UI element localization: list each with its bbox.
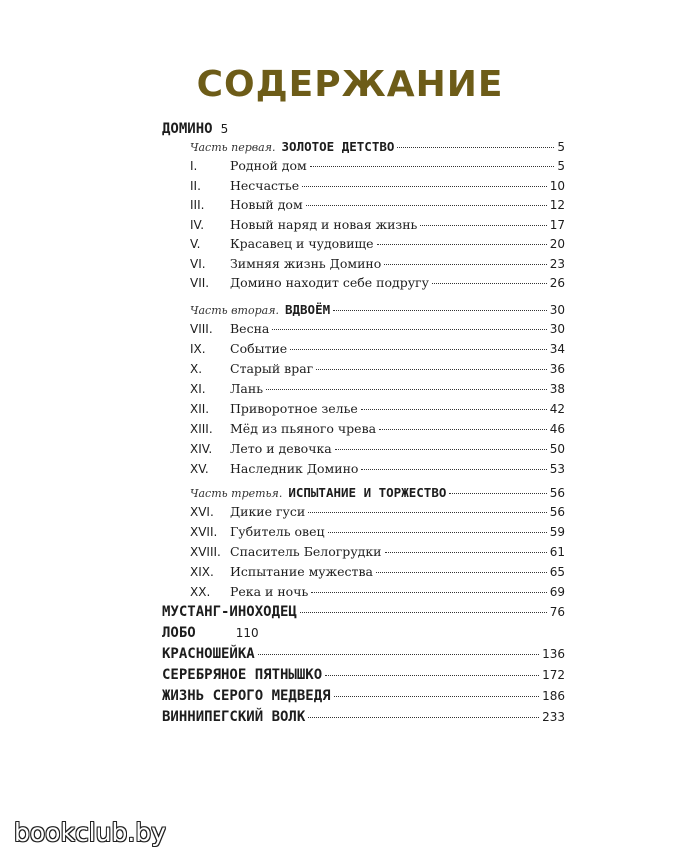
- dot-leader: [335, 449, 547, 450]
- toc-chapter-row[interactable]: [190, 341, 565, 357]
- chapter-page: 56: [549, 505, 565, 519]
- chapter-title: Приворотное зелье: [230, 401, 358, 416]
- story-title: ЖИЗНЬ СЕРОГО МЕДВЕДЯ: [162, 688, 331, 704]
- toc-chapter-row[interactable]: [190, 236, 565, 252]
- dot-leader: [272, 329, 546, 330]
- story-page: 233: [542, 710, 565, 724]
- chapter-page: 61: [549, 545, 565, 559]
- toc-chapter-row[interactable]: [190, 401, 565, 417]
- part-label: Часть первая.: [190, 141, 276, 154]
- chapter-number: XIII.: [190, 422, 213, 436]
- toc-chapter-row[interactable]: [190, 461, 565, 477]
- toc-part-3[interactable]: [190, 485, 565, 502]
- chapter-number: VII.: [190, 276, 210, 290]
- toc-story-row[interactable]: [162, 646, 565, 662]
- chapter-number: X.: [190, 362, 203, 376]
- dot-leader: [308, 512, 546, 513]
- chapter-page: 46: [549, 422, 565, 436]
- story-page: 5: [220, 122, 229, 136]
- story-title: СЕРЕБРЯНОЕ ПЯТНЫШКО: [162, 667, 323, 683]
- toc-chapter-row[interactable]: [190, 544, 565, 560]
- chapter-title: Весна: [230, 321, 270, 336]
- chapter-title: Дикие гуси: [230, 504, 306, 519]
- dot-leader: [432, 283, 547, 284]
- dot-leader: [385, 552, 547, 553]
- toc-story-domino[interactable]: [162, 121, 228, 137]
- story-page: 172: [542, 668, 565, 682]
- dot-leader: [311, 592, 546, 593]
- toc-chapter-row[interactable]: [190, 158, 565, 174]
- watermark-logo: bookclub.by: [14, 818, 166, 847]
- chapter-page: 59: [549, 525, 565, 539]
- toc-story-row[interactable]: [162, 709, 565, 725]
- chapter-page: 36: [549, 362, 565, 376]
- story-title: МУСТАНГ-ИНОХОДЕЦ: [162, 604, 297, 620]
- chapter-page: 10: [549, 178, 565, 193]
- chapter-title: Наследник Домино: [230, 461, 359, 476]
- dot-leader: [334, 696, 540, 697]
- chapter-title: Зимняя жизнь Домино: [230, 255, 382, 271]
- dot-leader: [266, 389, 547, 390]
- dot-leader: [310, 166, 555, 167]
- chapter-number: IV.: [190, 217, 205, 232]
- toc-chapter-row[interactable]: [190, 275, 565, 291]
- toc-chapter-row[interactable]: [190, 564, 565, 580]
- chapter-title: Новый наряд и новая жизнь: [230, 216, 418, 232]
- chapter-number: III.: [190, 198, 205, 212]
- chapter-page: 69: [549, 585, 565, 599]
- part-title: ВДВОЁМ: [284, 302, 331, 317]
- dot-leader: [379, 429, 547, 430]
- chapter-number: XV.: [190, 462, 209, 476]
- chapter-number: XX.: [190, 585, 211, 599]
- chapter-title: Лето и девочка: [230, 441, 332, 456]
- toc-chapter-row[interactable]: [190, 421, 565, 437]
- toc-chapter-row[interactable]: [190, 504, 565, 520]
- chapter-page: 53: [549, 462, 565, 476]
- chapter-page: 12: [549, 198, 565, 212]
- part-page: 5: [557, 140, 565, 154]
- toc-chapter-row[interactable]: [190, 178, 565, 194]
- chapter-number: XVI.: [190, 505, 214, 519]
- part-title: ИСПЫТАНИЕ И ТОРЖЕСТВО: [288, 485, 447, 500]
- chapter-number: XVIII.: [190, 545, 221, 559]
- dot-leader: [333, 310, 547, 311]
- dot-leader: [361, 409, 547, 410]
- chapter-number: XI.: [190, 382, 206, 396]
- dot-leader: [306, 205, 547, 206]
- chapter-number: XIV.: [190, 442, 213, 456]
- chapter-title: Событие: [230, 341, 288, 356]
- chapter-page: 26: [549, 276, 565, 290]
- story-page: 186: [542, 689, 565, 703]
- toc-chapter-row[interactable]: [190, 197, 565, 213]
- toc-story-row[interactable]: [162, 625, 259, 641]
- chapter-title: Губитель овец: [230, 524, 325, 539]
- toc-chapter-row[interactable]: [190, 361, 565, 377]
- toc-chapter-row[interactable]: [190, 381, 565, 397]
- chapter-title: Испытание мужества: [230, 564, 373, 579]
- story-page: 136: [542, 647, 565, 661]
- dot-leader: [308, 717, 539, 718]
- story-title: ЛОБО: [162, 625, 196, 641]
- chapter-page: 5: [557, 159, 565, 173]
- part-label: Часть третья.: [190, 487, 283, 500]
- toc-chapter-row[interactable]: [190, 256, 565, 272]
- chapter-page: 50: [549, 442, 565, 456]
- dot-leader: [397, 147, 554, 148]
- dot-leader: [290, 349, 547, 350]
- chapter-title: Спаситель Белогрудки: [230, 544, 382, 559]
- story-title: ВИННИПЕГСКИЙ ВОЛК: [162, 709, 306, 725]
- chapter-title: Старый враг: [230, 361, 314, 376]
- story-page: 76: [549, 605, 565, 619]
- toc-chapter-row[interactable]: [190, 524, 565, 540]
- chapter-title: Мёд из пьяного чрева: [230, 421, 377, 436]
- chapter-page: 23: [549, 256, 565, 271]
- chapter-number: VIII.: [190, 322, 213, 336]
- story-title: ДОМИНО: [162, 121, 213, 137]
- story-page: 110: [235, 626, 259, 640]
- toc-part-2[interactable]: [190, 302, 565, 319]
- chapter-page: 30: [549, 322, 565, 336]
- part-title: ЗОЛОТОЕ ДЕТСТВО: [281, 139, 395, 154]
- chapter-title: Несчастье: [230, 177, 300, 193]
- chapter-number: V.: [190, 237, 201, 251]
- toc-story-row[interactable]: [162, 604, 565, 620]
- dot-leader: [300, 612, 547, 613]
- chapter-title: Красавец и чудовище: [230, 236, 374, 251]
- dot-leader: [325, 675, 539, 676]
- toc-chapter-row[interactable]: [190, 441, 565, 457]
- chapter-page: 38: [549, 382, 565, 396]
- chapter-page: 17: [549, 217, 565, 232]
- toc-story-row[interactable]: [162, 688, 565, 704]
- part-page: 30: [549, 303, 565, 317]
- dot-leader: [258, 654, 539, 655]
- chapter-number: IX.: [190, 342, 206, 356]
- chapter-page: 34: [549, 342, 565, 356]
- chapter-number: XII.: [190, 402, 210, 416]
- dot-leader: [302, 186, 547, 187]
- dot-leader: [361, 469, 546, 470]
- chapter-number: XIX.: [190, 565, 214, 579]
- chapter-page: 20: [549, 237, 565, 251]
- story-title: КРАСНОШЕЙКА: [162, 646, 255, 662]
- part-page: 56: [549, 486, 565, 500]
- chapter-page: 42: [549, 402, 565, 416]
- part-label: Часть вторая.: [190, 304, 279, 317]
- toc-chapter-row[interactable]: [190, 584, 565, 600]
- dot-leader: [376, 572, 547, 573]
- chapter-title: Родной дом: [230, 158, 307, 173]
- dot-leader: [377, 244, 547, 245]
- toc-part-1[interactable]: [190, 139, 565, 156]
- toc-story-row[interactable]: [162, 667, 565, 683]
- page-title: СОДЕРЖАНИЕ: [196, 64, 504, 105]
- dot-leader: [449, 493, 546, 494]
- dot-leader: [420, 225, 546, 226]
- toc-chapter-row[interactable]: [190, 217, 565, 233]
- toc-chapter-row[interactable]: [190, 321, 565, 337]
- chapter-number: II.: [190, 178, 201, 193]
- chapter-title: Домино находит себе подругу: [230, 275, 429, 290]
- chapter-number: XVII.: [190, 525, 218, 539]
- chapter-number: VI.: [190, 256, 206, 271]
- dot-leader: [328, 532, 547, 533]
- chapter-title: Лань: [230, 381, 264, 396]
- chapter-page: 65: [549, 565, 565, 579]
- chapter-title: Новый дом: [230, 197, 303, 212]
- dot-leader: [384, 264, 546, 265]
- dot-leader: [316, 369, 546, 370]
- chapter-title: Река и ночь: [230, 584, 309, 599]
- chapter-number: I.: [190, 159, 198, 173]
